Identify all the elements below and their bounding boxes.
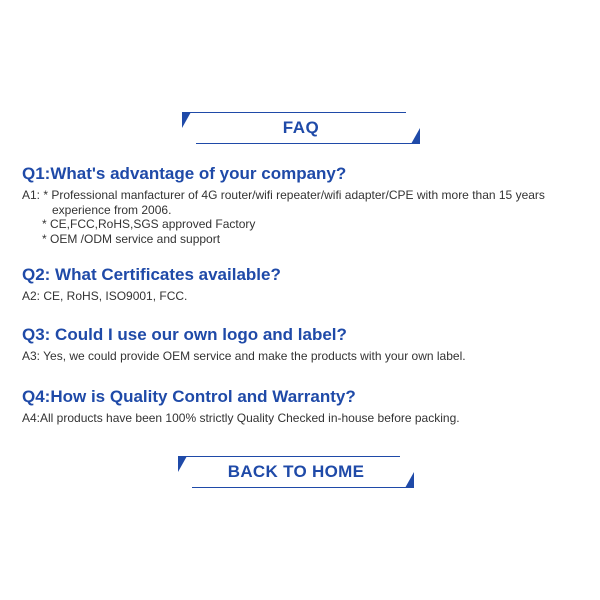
bracket-corner-bottom-right (405, 472, 414, 488)
faq-item-3 (22, 324, 582, 364)
faq-item-2 (22, 264, 582, 304)
answer-line: * OEM /ODM service and support (42, 231, 221, 246)
bracket-corner-top-left (178, 456, 187, 472)
bracket-line-top (178, 456, 400, 457)
faq-question-3: Q3: Could I use our own logo and label? (22, 325, 347, 344)
faq-answer-2 (22, 289, 582, 304)
page-title: FAQ (282, 118, 320, 137)
answer-line: A3: Yes, we could provide OEM service and make the products with your own label. (22, 349, 466, 363)
faq-answer-3 (22, 349, 582, 364)
faq-item-1 (22, 163, 582, 246)
faq-question-4: Q4:How is Quality Control and Warranty? (22, 387, 356, 406)
faq-question-2: Q2: What Certificates available? (22, 265, 281, 284)
answer-line: A2: CE, RoHS, ISO9001, FCC. (22, 289, 188, 303)
answer-line: A4:All products have been 100% strictly Quality Checked in-house before packing. (22, 411, 460, 425)
answer-line: A1: * Professional manfacturer of 4G router/wifi repeater/wifi adapter/CPE with more than 15 years (22, 188, 545, 202)
bracket-corner-top-left (182, 112, 191, 128)
bracket-line-bottom (192, 487, 414, 488)
faq-answer-1 (22, 188, 582, 246)
faq-header (182, 112, 420, 144)
faq-item-4 (22, 386, 582, 426)
bracket-corner-bottom-right (411, 128, 420, 144)
answer-line: experience from 2006. (52, 202, 172, 217)
back-to-home-button[interactable] (178, 456, 414, 488)
faq-question-1: Q1:What's advantage of your company? (22, 164, 347, 183)
answer-line: * CE,FCC,RoHS,SGS approved Factory (42, 217, 256, 231)
faq-answer-4 (22, 411, 582, 426)
back-to-home-label: BACK TO HOME (227, 462, 365, 481)
bracket-line-top (182, 112, 406, 113)
bracket-line-bottom (196, 143, 420, 144)
